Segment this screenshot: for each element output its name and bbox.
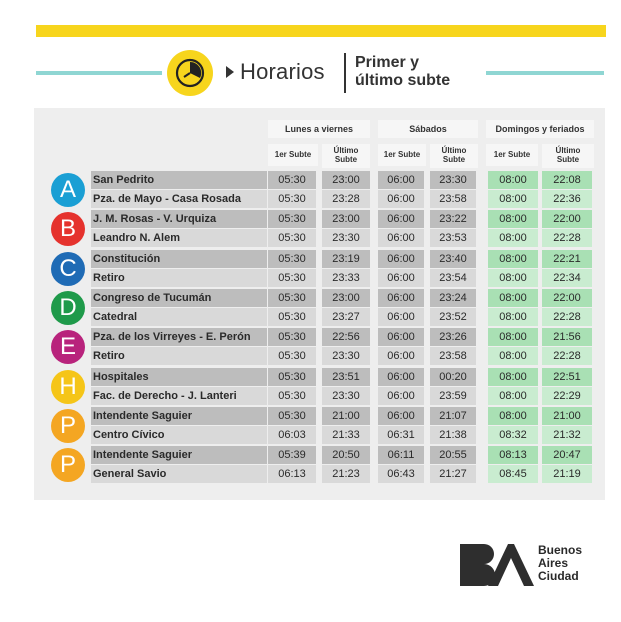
time-cell: 08:13 (488, 446, 538, 464)
time-cell: 08:00 (488, 387, 538, 405)
subheader-last-line1: Último (441, 146, 467, 155)
header (0, 44, 621, 104)
time-cell: 22:21 (542, 250, 592, 268)
logo-text-line2: Aires (538, 556, 569, 570)
line-badge-h: H (51, 370, 85, 404)
time-cell: 22:28 (542, 308, 592, 326)
time-cell: 05:30 (268, 387, 316, 405)
header-subtitle-line1: Primer y (355, 54, 420, 71)
time-cell: 21:38 (430, 426, 476, 444)
time-cell: 21:32 (542, 426, 592, 444)
time-cell: 22:00 (542, 289, 592, 307)
column-group-weekdays: Lunes a viernes (268, 120, 370, 138)
time-cell: 05:30 (268, 347, 316, 365)
subway-line-row (34, 406, 605, 446)
time-cell: 23:40 (430, 250, 476, 268)
time-cell: 06:00 (378, 347, 424, 365)
time-cell: 23:28 (322, 190, 370, 208)
time-cell: 23:58 (430, 347, 476, 365)
station-name: Catedral (91, 308, 267, 326)
time-cell: 05:30 (268, 368, 316, 386)
time-cell: 23:51 (322, 368, 370, 386)
time-cell: 22:08 (542, 171, 592, 189)
time-cell: 05:30 (268, 171, 316, 189)
header-subtitle-line2: último subte (355, 72, 451, 89)
subheader-last-sundays (542, 144, 594, 168)
line-badge-b: B (51, 212, 85, 246)
subway-line-row (34, 445, 605, 485)
time-cell: 05:30 (268, 289, 316, 307)
station-name: San Pedrito (91, 171, 267, 189)
time-cell: 22:28 (542, 229, 592, 247)
station-name: Constitución (91, 250, 267, 268)
line-badge-p: P (51, 448, 85, 482)
time-cell: 08:45 (488, 465, 538, 483)
station-name: Centro Cívico (91, 426, 267, 444)
time-cell: 05:30 (268, 328, 316, 346)
station-name: General Savio (91, 465, 267, 483)
time-cell: 00:20 (430, 368, 476, 386)
time-cell: 23:19 (322, 250, 370, 268)
subway-line-row (34, 288, 605, 328)
time-cell: 21:07 (430, 407, 476, 425)
station-name: Leandro N. Alem (91, 229, 267, 247)
time-cell: 23:52 (430, 308, 476, 326)
time-cell: 06:00 (378, 190, 424, 208)
line-badge-p: P (51, 409, 85, 443)
subheader-first-weekdays: 1er Subte (268, 144, 318, 166)
time-cell: 06:03 (268, 426, 316, 444)
time-cell: 23:00 (322, 210, 370, 228)
time-cell: 21:00 (322, 407, 370, 425)
subheader-first-sundays: 1er Subte (486, 144, 538, 166)
subheader-last-line2: Subte (334, 155, 358, 164)
time-cell: 08:00 (488, 407, 538, 425)
time-cell: 23:54 (430, 269, 476, 287)
time-cell: 05:30 (268, 229, 316, 247)
time-cell: 22:00 (542, 210, 592, 228)
time-cell: 06:00 (378, 250, 424, 268)
time-cell: 23:30 (322, 229, 370, 247)
time-cell: 05:30 (268, 269, 316, 287)
time-cell: 21:27 (430, 465, 476, 483)
logo-text (538, 544, 582, 583)
header-subtitle (355, 54, 450, 90)
line-badge-d: D (51, 291, 85, 325)
time-cell: 23:00 (322, 171, 370, 189)
station-name: Retiro (91, 347, 267, 365)
time-cell: 06:00 (378, 210, 424, 228)
time-cell: 08:00 (488, 347, 538, 365)
time-cell: 21:19 (542, 465, 592, 483)
time-cell: 23:33 (322, 269, 370, 287)
time-cell: 08:00 (488, 368, 538, 386)
station-name: Retiro (91, 269, 267, 287)
time-cell: 05:30 (268, 210, 316, 228)
station-name: Fac. de Derecho - J. Lanteri (91, 387, 267, 405)
time-cell: 22:34 (542, 269, 592, 287)
logo-text-line3: Ciudad (538, 569, 579, 583)
time-cell: 06:13 (268, 465, 316, 483)
time-cell: 23:22 (430, 210, 476, 228)
time-cell: 23:27 (322, 308, 370, 326)
schedule-table (34, 108, 605, 500)
time-cell: 21:00 (542, 407, 592, 425)
time-cell: 06:00 (378, 328, 424, 346)
station-name: Intendente Saguier (91, 407, 267, 425)
time-cell: 21:56 (542, 328, 592, 346)
time-cell: 06:00 (378, 368, 424, 386)
left-divider-line (36, 71, 162, 75)
buenos-aires-logo (458, 538, 608, 594)
subheader-last-saturdays (430, 144, 478, 168)
header-title: Horarios (240, 59, 325, 84)
subway-line-row (34, 170, 605, 210)
station-name: Pza. de Mayo - Casa Rosada (91, 190, 267, 208)
time-cell: 08:00 (488, 308, 538, 326)
top-yellow-bar (36, 25, 606, 37)
station-name: Hospitales (91, 368, 267, 386)
time-cell: 08:00 (488, 328, 538, 346)
time-cell: 22:28 (542, 347, 592, 365)
time-cell: 08:00 (488, 210, 538, 228)
time-cell: 06:00 (378, 308, 424, 326)
time-cell: 06:43 (378, 465, 424, 483)
station-name: J. M. Rosas - V. Urquiza (91, 210, 267, 228)
station-name: Pza. de los Virreyes - E. Perón (91, 328, 267, 346)
time-cell: 22:51 (542, 368, 592, 386)
time-cell: 20:50 (322, 446, 370, 464)
play-arrow-icon (226, 66, 234, 78)
time-cell: 23:58 (430, 190, 476, 208)
time-cell: 23:30 (322, 347, 370, 365)
time-cell: 21:23 (322, 465, 370, 483)
time-cell: 22:56 (322, 328, 370, 346)
subheader-last-line1: Último (555, 146, 581, 155)
line-badge-a: A (51, 173, 85, 207)
time-cell: 23:00 (322, 289, 370, 307)
ba-logo-mark (458, 538, 538, 594)
time-cell: 23:59 (430, 387, 476, 405)
time-cell: 08:00 (488, 289, 538, 307)
station-name: Intendente Saguier (91, 446, 267, 464)
subway-line-row (34, 249, 605, 289)
time-cell: 20:47 (542, 446, 592, 464)
time-cell: 08:32 (488, 426, 538, 444)
time-cell: 06:00 (378, 269, 424, 287)
time-cell: 06:00 (378, 229, 424, 247)
time-cell: 06:00 (378, 407, 424, 425)
line-badge-c: C (51, 252, 85, 286)
column-group-saturdays: Sábados (378, 120, 478, 138)
time-cell: 06:11 (378, 446, 424, 464)
time-cell: 08:00 (488, 229, 538, 247)
subway-line-row (34, 367, 605, 407)
subheader-last-line2: Subte (442, 155, 466, 164)
time-cell: 23:30 (430, 171, 476, 189)
right-divider-line (486, 71, 604, 75)
time-cell: 06:31 (378, 426, 424, 444)
time-cell: 23:53 (430, 229, 476, 247)
time-cell: 20:55 (430, 446, 476, 464)
time-cell: 22:29 (542, 387, 592, 405)
time-cell: 05:30 (268, 407, 316, 425)
time-cell: 05:39 (268, 446, 316, 464)
subway-line-row (34, 327, 605, 367)
time-cell: 21:33 (322, 426, 370, 444)
clock-icon (167, 50, 213, 96)
subheader-last-line2: Subte (556, 155, 580, 164)
time-cell: 08:00 (488, 250, 538, 268)
subheader-last-weekdays (322, 144, 370, 168)
time-cell: 08:00 (488, 171, 538, 189)
time-cell: 05:30 (268, 250, 316, 268)
time-cell: 06:00 (378, 289, 424, 307)
subheader-last-line1: Último (333, 146, 359, 155)
station-name: Congreso de Tucumán (91, 289, 267, 307)
time-cell: 05:30 (268, 308, 316, 326)
subway-line-row (34, 209, 605, 249)
time-cell: 23:30 (322, 387, 370, 405)
time-cell: 06:00 (378, 171, 424, 189)
time-cell: 23:24 (430, 289, 476, 307)
header-separator (344, 53, 346, 93)
time-cell: 05:30 (268, 190, 316, 208)
time-cell: 23:26 (430, 328, 476, 346)
time-cell: 08:00 (488, 269, 538, 287)
time-cell: 22:36 (542, 190, 592, 208)
subheader-first-saturdays: 1er Subte (378, 144, 426, 166)
logo-text-line1: Buenos (538, 543, 583, 557)
line-badge-e: E (51, 330, 85, 364)
column-group-sundays-holidays: Domingos y feriados (486, 120, 594, 138)
time-cell: 06:00 (378, 387, 424, 405)
time-cell: 08:00 (488, 190, 538, 208)
